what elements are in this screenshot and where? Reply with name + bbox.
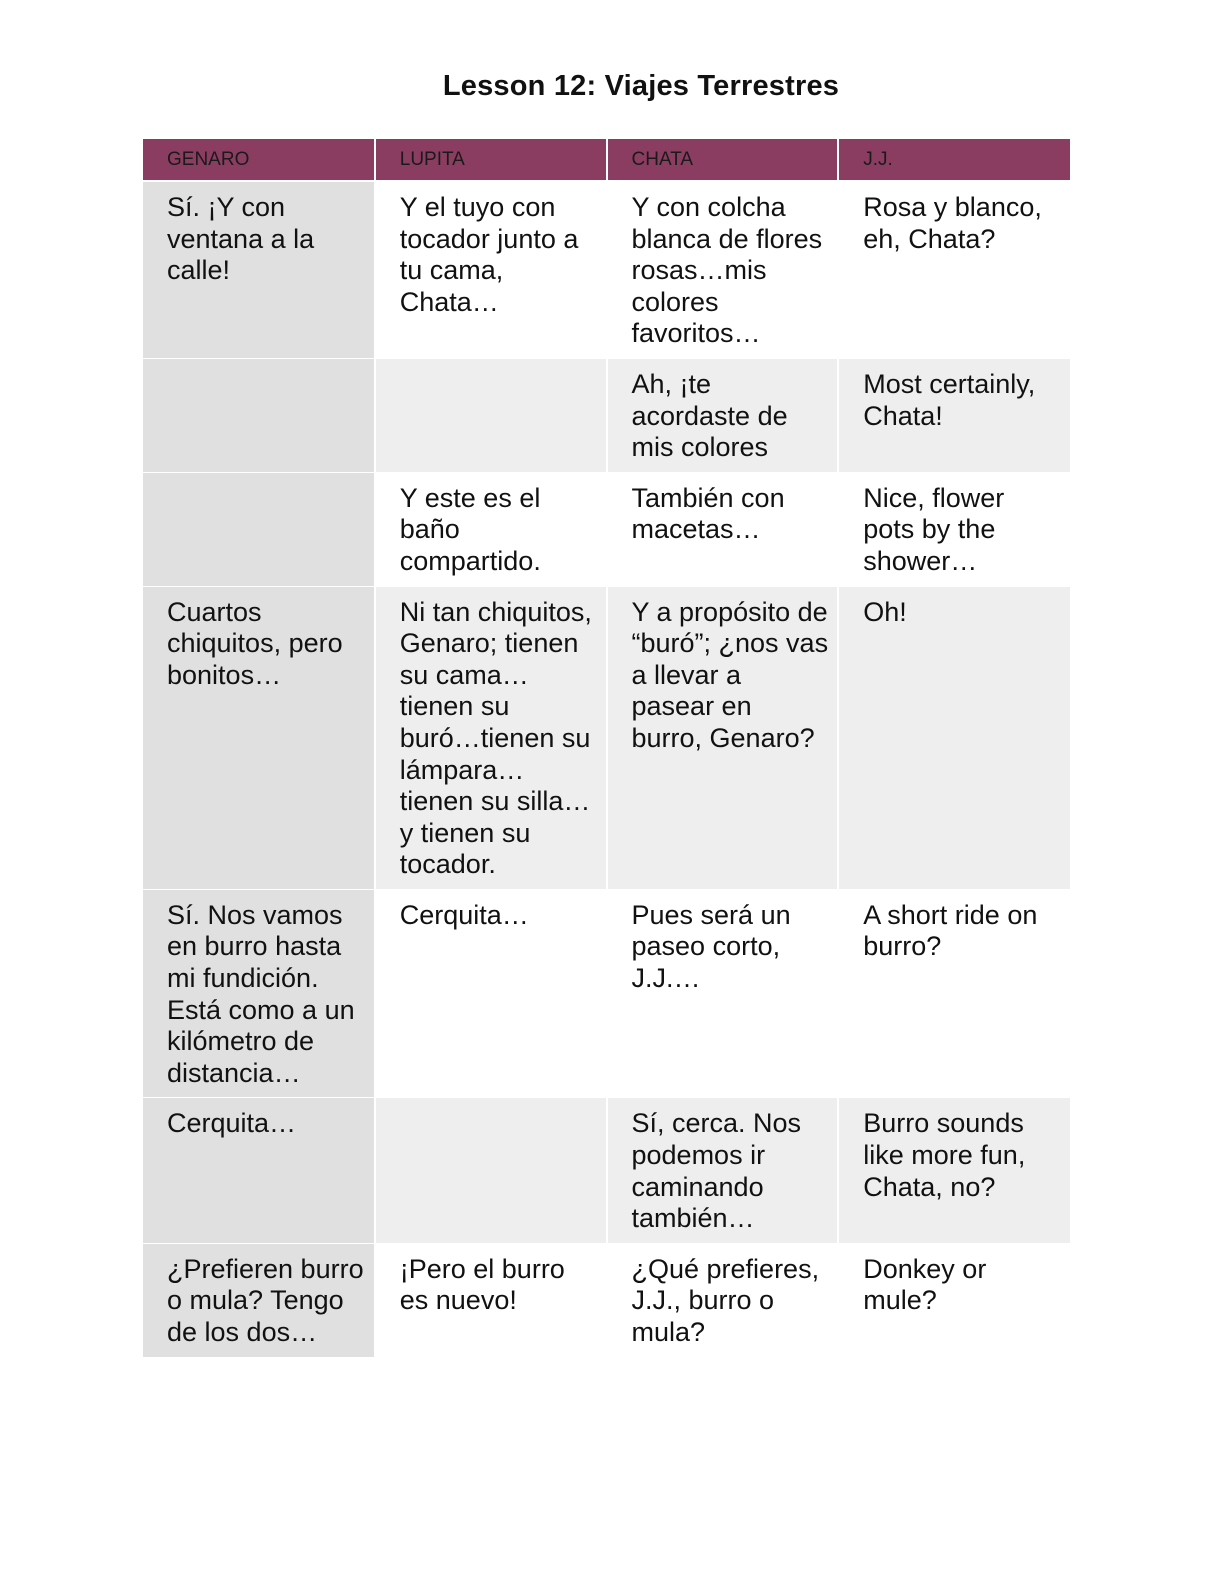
table-cell-chata: Y a propósito de “buró”; ¿nos vas a llevar a pasear en burro, Genaro? xyxy=(607,586,839,889)
table-cell-jj: Nice, flower pots by the shower… xyxy=(838,472,1070,586)
table-cell-jj: A short ride on burro? xyxy=(838,889,1070,1098)
column-header-lupita: LUPITA xyxy=(375,139,607,181)
table-cell-jj: Oh! xyxy=(838,586,1070,889)
table-cell-genaro: Cerquita… xyxy=(143,1098,375,1243)
table-cell-chata: Sí, cerca. Nos podemos ir caminando también… xyxy=(607,1098,839,1243)
dialogue-table xyxy=(143,139,1070,1358)
table-row xyxy=(143,181,1070,358)
column-header-genaro: GENARO xyxy=(143,139,375,181)
table-cell-genaro xyxy=(143,358,375,472)
table-cell-genaro: Sí. ¡Y con ventana a la calle! xyxy=(143,181,375,358)
table-cell-genaro: Sí. Nos vamos en burro hasta mi fundición. Está como a un kilómetro de distancia… xyxy=(143,889,375,1098)
table-row xyxy=(143,1243,1070,1357)
table-row xyxy=(143,1098,1070,1243)
table-cell-lupita xyxy=(375,358,607,472)
table-cell-jj: Most certainly, Chata! xyxy=(838,358,1070,472)
table-cell-lupita: ¡Pero el burro es nuevo! xyxy=(375,1243,607,1357)
column-header-jj: J.J. xyxy=(838,139,1070,181)
page-title: Lesson 12: Viajes Terrestres xyxy=(442,70,840,102)
table-header xyxy=(143,139,1070,181)
table-cell-chata: ¿Qué prefieres, J.J., burro o mula? xyxy=(607,1243,839,1357)
table-row xyxy=(143,889,1070,1098)
table-cell-chata: Y con colcha blanca de flores rosas…mis colores favoritos… xyxy=(607,181,839,358)
table-cell-lupita xyxy=(375,1098,607,1243)
table-cell-chata: Pues será un paseo corto, J.J.… xyxy=(607,889,839,1098)
table-cell-jj: Donkey or mule? xyxy=(838,1243,1070,1357)
table-cell-chata: Ah, ¡te acordaste de mis colores xyxy=(607,358,839,472)
table-row xyxy=(143,358,1070,472)
table-cell-chata: También con macetas… xyxy=(607,472,839,586)
table-cell-genaro: Cuartos chiquitos, pero bonitos… xyxy=(143,586,375,889)
table-cell-lupita: Ni tan chiquitos, Genaro; tienen su cama… tienen su buró…tienen su lámpara… tienen su silla… y tienen su tocador. xyxy=(375,586,607,889)
table-cell-genaro xyxy=(143,472,375,586)
table-body xyxy=(143,181,1070,1357)
table-cell-lupita: Y el tuyo con tocador junto a tu cama, Chata… xyxy=(375,181,607,358)
table-row xyxy=(143,472,1070,586)
table-cell-jj: Rosa y blanco, eh, Chata? xyxy=(838,181,1070,358)
table-cell-lupita: Cerquita… xyxy=(375,889,607,1098)
table-cell-genaro: ¿Prefieren burro o mula? Tengo de los dos… xyxy=(143,1243,375,1357)
table-row xyxy=(143,586,1070,889)
header-row xyxy=(143,139,1070,181)
table-cell-lupita: Y este es el baño compartido. xyxy=(375,472,607,586)
table-cell-jj: Burro sounds like more fun, Chata, no? xyxy=(838,1098,1070,1243)
column-header-chata: CHATA xyxy=(607,139,839,181)
